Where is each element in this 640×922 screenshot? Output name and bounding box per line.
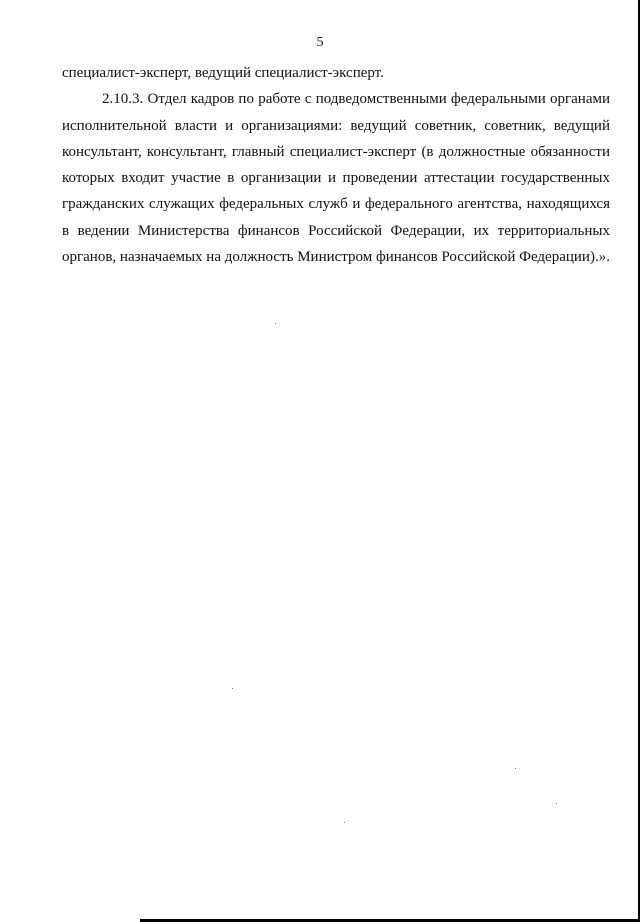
- scan-speck: [515, 768, 516, 769]
- scan-speck: [275, 323, 276, 324]
- page-number: 5: [316, 35, 324, 50]
- scan-speck: [556, 803, 557, 804]
- paragraph-continuation: специалист-эксперт, ведущий специалист-эксперт.: [62, 65, 384, 81]
- scan-speck: [232, 688, 233, 689]
- paragraph-2-10-3: 2.10.3. Отдел кадров по работе с подведомственными федеральными органами исполнительной власти и организациями: ведущий советник, советник, ведущий консультант, консультант, главный специалист-эксперт (в должностные обязанности которых входит участие в организации и проведении аттестации государственных гражданских служащих федеральных служб и федерального агентства, находящихся в ведении Министерства финансов Российской Федерации, их территориальных органов, назначаемых на должность Министром финансов Российской Федерации).».: [62, 91, 610, 266]
- document-body: [62, 60, 610, 270]
- scan-speck: [344, 822, 345, 823]
